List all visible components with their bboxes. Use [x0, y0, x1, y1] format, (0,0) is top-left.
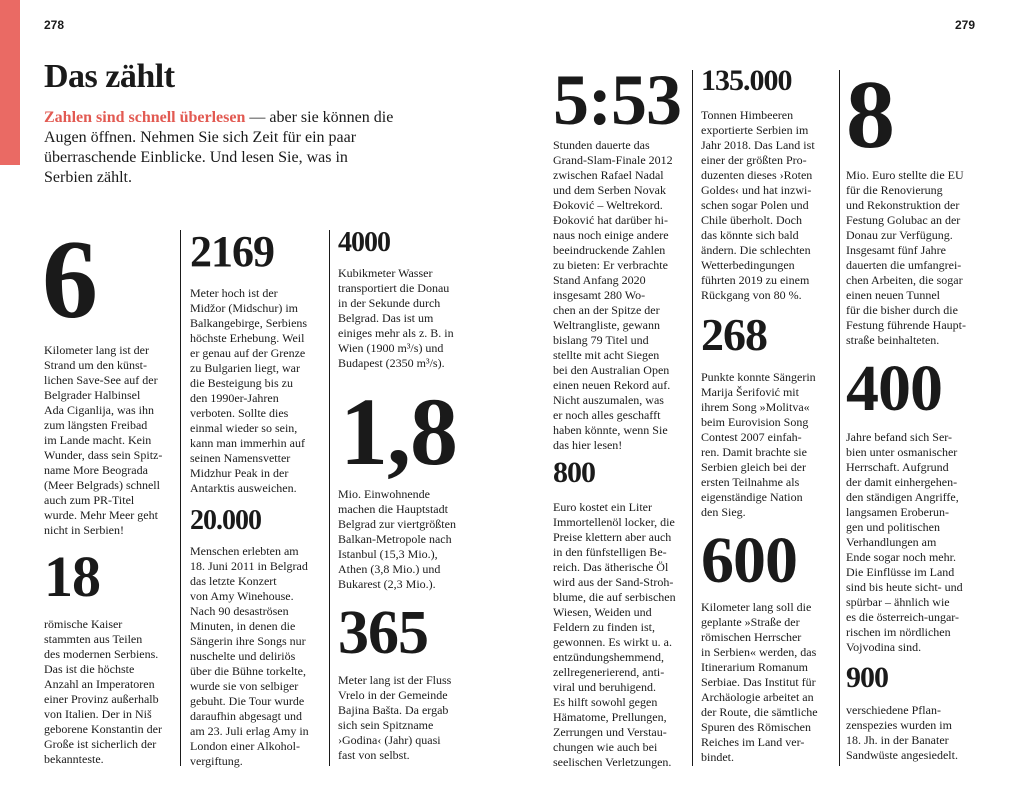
fact-text-18: römische Kaiser stammten aus Teilen des modernen Serbiens. Das ist die höchste Anzahl an Imperatoren einer Provinz außerhalb von Italien. Der in Niš geborene Konstantin der Große ist sicherlich der bekannteste. — [44, 617, 162, 766]
fact-number-268: 268 — [701, 309, 767, 360]
fact-number-900: 900 — [846, 661, 888, 694]
fact-number-20000: 20.000 — [190, 505, 261, 536]
fact-text-268: Punkte konnte Sängerin Marija Šerifović mit ihrem Song »Molitva« beim Eurovision Song Contest 2007 einfah- ren. Damit brachte sie Serbien gleich bei der ersten Teilnahme als eigenständige Nation den Sieg. — [701, 370, 816, 519]
accent-bar — [0, 0, 20, 165]
fact-text-135000: Tonnen Himbeeren exportierte Serbien im Jahr 2018. Das Land ist einer der größten Pro- duzenten dieses ›Roten Goldes‹ und hat inzwi- schen sogar Polen und Chile überholt. Doch das könnte sich bald ändern. Die schlechten Wetterbedingungen führten 2019 zu einem Rückgang von 80 %. — [701, 108, 815, 302]
fact-number-135000: 135.000 — [701, 64, 792, 97]
fact-number-800: 800 — [553, 456, 595, 489]
fact-text-1-8: Mio. Einwohnende machen die Hauptstadt Belgrad zur viertgrößten Balkan-Metropole nach Istanbul (15,3 Mio.), Athen (3,8 Mio.) und Bukarest (2,3 Mio.). — [338, 487, 456, 591]
intro-paragraph — [44, 108, 394, 188]
intro-highlight: Zahlen sind schnell überlesen — [44, 109, 246, 126]
intro-text: — aber sie können die Augen öffnen. Nehmen Sie sich Zeit für ein paar überraschende Einblicke. Und lesen Sie, was in Serbien zählt. — [44, 109, 394, 186]
fact-text-8: Mio. Euro stellte die EU für die Renovierung und Rekonstruktion der Festung Golubac an der Donau zur Verfügung. Insgesamt fünf Jahre dauerten die umfangrei- chen Arbeiten, die sogar einen neuen Tunnel für die bisher durch die Festung führende Haupt- straße beinhalteten. — [846, 168, 966, 347]
page-title: Das zählt — [44, 58, 175, 95]
fact-number-365: 365 — [338, 599, 428, 667]
fact-number-2169: 2169 — [190, 227, 274, 276]
column-rule — [839, 70, 840, 766]
column-rule — [180, 230, 181, 766]
fact-text-365: Meter lang ist der Fluss Vrelo in der Gemeinde Bajina Bašta. Da ergab sich sein Spitzname ›Godina‹ (Jahr) quasi fast von selbst. — [338, 673, 452, 762]
fact-text-6: Kilometer lang ist der Strand um den künst- lichen Save-See auf der Belgrader Halbinsel Ada Ciganlija, was ihn zum längsten Freibad im Lande macht. Kein Wunder, dass sein Spitz- name More Beograda (Meer Belgrads) schnell auch zum PR-Titel wurde. Mehr Meer geht nicht in Serbien! — [44, 343, 163, 537]
page-number-left: 278 — [44, 18, 65, 32]
fact-text-5-53: Stunden dauerte das Grand-Slam-Finale 2012 zwischen Rafael Nadal und dem Serben Novak Đoković – Weltrekord. Đoković hat darüber hi- naus noch einige andere beeindruckende Zahlen zu bieten: Er verbrachte Stand Anfang 2020 insgesamt 280 Wo- chen an der Spitze der Weltrangliste, gewann bislang 79 Titel und stellte mit acht Siegen bei den Australian Open einen neuen Rekord auf. Nicht auszumalen, was er noch alles geschafft haben könnte, wenn Sie das hier lesen! — [553, 138, 673, 452]
fact-number-600: 600 — [701, 524, 797, 597]
fact-number-6: 6 — [42, 218, 97, 342]
fact-text-400: Jahre befand sich Ser- bien unter osmanischer Herrschaft. Aufgrund der damit einhergehen- den ständigen Angriffe, langsamen Eroberun- gen und politischen Verhandlungen am Ende sogar noch mehr. Die Einflüsse im Land sind bis heute sicht- und spürbar – ähnlich wie es die österreich-ungar- rischen im nördlichen Vojvodina sind. — [846, 430, 963, 654]
fact-number-4000: 4000 — [338, 227, 390, 258]
fact-number-18: 18 — [44, 544, 100, 609]
fact-text-2169: Meter hoch ist der Midžor (Midschur) im Balkangebirge, Serbiens höchste Erhebung. Weil er genau auf der Grenze zu Bulgarien liegt, war die Besteigung bis zu den 1990er-Jahren verboten. Sollte dies einmal wieder so sein, kann man immerhin auf seinen Namensvetter Midzhur Peak in der Antarktis ausweichen. — [190, 286, 308, 495]
fact-text-20000: Menschen erlebten am 18. Juni 2011 in Belgrad das letzte Konzert von Amy Winehouse. Nach 90 desaströsen Minuten, in denen die Sängerin ihre Songs nur nuschelte und deliriös über die Bühne torkelte, wurde sie von selbiger gebuht. Die Tour wurde daraufhin abgesagt und am 23. Juli erlag Amy in London einer Alkohol- vergiftung. — [190, 544, 309, 768]
fact-text-800: Euro kostet ein Liter Immortellenöl locker, die Preise klettern aber auch in den fünfstelligen Be- reich. Das ätherische Öl wird aus der Sand-Stroh- blume, die auf serbischen Wiesen, Weiden und Feldern zu finden ist, gewonnen. Es wirkt u. a. entzündungshemmend, zellregenerierend, anti- viral und beruhigend. Es hilft sowohl gegen Hämatome, Prellungen, Zerrungen und Verstau- chungen wie auch bei seelischen Verletzungen. — [553, 500, 676, 769]
fact-number-8: 8 — [846, 61, 894, 169]
fact-number-5-53: 5:53 — [553, 60, 681, 140]
fact-number-400: 400 — [846, 352, 942, 425]
column-rule — [692, 70, 693, 766]
page-number-right: 279 — [955, 18, 976, 32]
fact-text-600: Kilometer lang soll die geplante »Straße der römischen Herrscher in Serbien« werden, das Itinerarium Romanum Serbiae. Das Institut für Archäologie arbeitet an der Route, die sämtliche Spuren des Römischen Reiches im Land ver- bindet. — [701, 600, 818, 764]
fact-text-900: verschiedene Pflan- zenspezies wurden im 18. Jh. in der Banater Sandwüste angesiedelt. — [846, 703, 958, 762]
column-rule — [329, 230, 330, 766]
fact-text-4000: Kubikmeter Wasser transportiert die Donau in der Sekunde durch Belgrad. Das ist um einiges mehr als z. B. in Wien (1900 m³/s) und Budapest (2350 m³/s). — [338, 266, 454, 370]
fact-number-1-8: 1,8 — [340, 378, 457, 485]
